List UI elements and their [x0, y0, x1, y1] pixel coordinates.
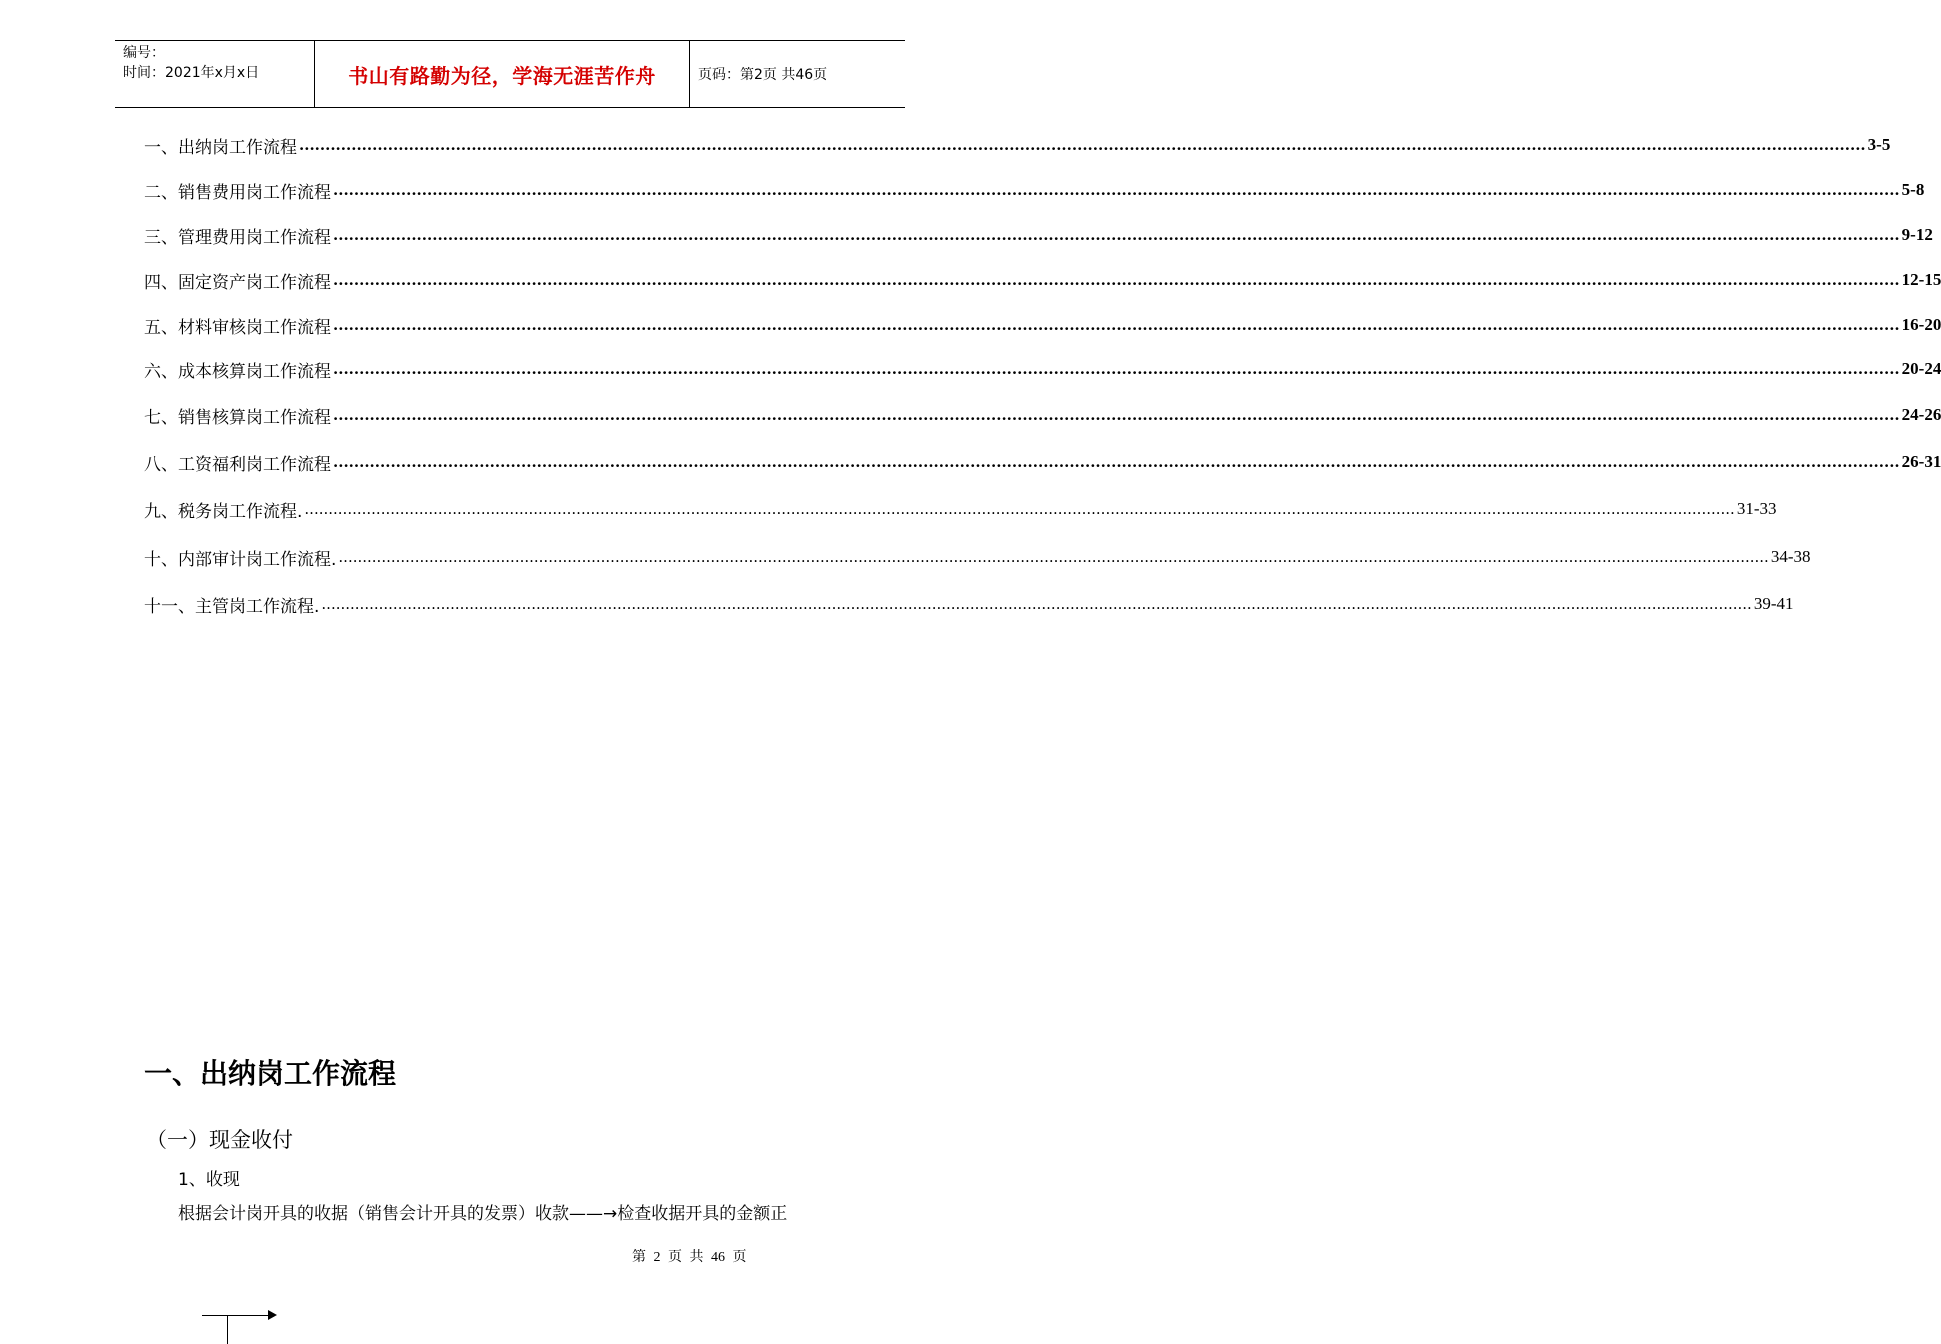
- toc-entry-title: 十一、主管岗工作流程.: [144, 596, 320, 617]
- toc-entry[interactable]: [144, 310, 1941, 340]
- header-page-info: 页码：第2页 共46页: [698, 67, 828, 83]
- toc-entry[interactable]: [144, 494, 1777, 524]
- toc-entry[interactable]: [144, 400, 1941, 430]
- body-paragraph: 根据会计岗开具的收据（销售会计开具的发票）收款——→检查收据开具的金额正: [178, 1204, 788, 1224]
- flow-vertical-line: [227, 1316, 228, 1344]
- toc-entry-pages: 16-20: [1901, 315, 1941, 334]
- toc-entry-title: 十、内部审计岗工作流程.: [144, 549, 337, 570]
- toc-dot-leader: ............................................................................................................................................................................................................................................................................................................: [304, 500, 1735, 518]
- flow-arrow-head: [268, 1310, 277, 1320]
- toc-entry-pages: 3-5: [1867, 135, 1891, 154]
- toc-entry-title: 九、税务岗工作流程.: [144, 501, 303, 522]
- toc-dot-leader: ............................................................................................................................................................................................................................................................................................................: [338, 548, 1769, 566]
- page-header: [115, 40, 905, 108]
- number-label: 编号：: [123, 45, 165, 61]
- section-title: 一、出纳岗工作流程: [144, 1057, 397, 1090]
- item-title: 1、收现: [178, 1170, 240, 1190]
- toc-entry-pages: 34-38: [1770, 547, 1811, 566]
- toc-dot-leader: ............................................................................................................................................................................................................................................................................................................: [333, 316, 1900, 334]
- page-footer: 第 2 页 共 46 页: [632, 1250, 747, 1265]
- toc-entry[interactable]: [144, 220, 1933, 250]
- flow-arrow-line: [202, 1315, 270, 1316]
- toc-dot-leader: ............................................................................................................................................................................................................................................................................................................: [333, 453, 1900, 471]
- toc-entry-title: 一、出纳岗工作流程: [144, 137, 297, 158]
- toc-entry-title: 八、工资福利岗工作流程: [144, 454, 331, 475]
- toc-entry-title: 二、销售费用岗工作流程: [144, 182, 331, 203]
- toc-entry-pages: 24-26: [1901, 405, 1941, 424]
- toc-entry[interactable]: [144, 542, 1811, 572]
- toc-dot-leader: ............................................................................................................................................................................................................................................................................................................: [299, 136, 1866, 154]
- toc-dot-leader: ............................................................................................................................................................................................................................................................................................................: [333, 226, 1900, 244]
- toc-entry[interactable]: [144, 175, 1925, 205]
- toc-entry[interactable]: [144, 265, 1941, 295]
- toc-entry-title: 六、成本核算岗工作流程: [144, 361, 331, 382]
- toc-dot-leader: ............................................................................................................................................................................................................................................................................................................: [333, 406, 1900, 424]
- toc-entry-title: 三、管理费用岗工作流程: [144, 227, 331, 248]
- toc-entry-pages: 26-31: [1901, 452, 1941, 471]
- toc-entry[interactable]: [144, 589, 1794, 619]
- toc-dot-leader: ............................................................................................................................................................................................................................................................................................................: [333, 271, 1900, 289]
- toc-dot-leader: ............................................................................................................................................................................................................................................................................................................: [333, 360, 1900, 378]
- toc-dot-leader: ............................................................................................................................................................................................................................................................................................................: [321, 595, 1752, 613]
- toc-entry-pages: 31-33: [1736, 499, 1777, 518]
- toc-entry-pages: 39-41: [1753, 594, 1794, 613]
- toc-entry[interactable]: [144, 354, 1941, 384]
- time-label: 时间：2021年x月x日: [123, 65, 260, 81]
- toc-entry-pages: 12-15: [1901, 270, 1941, 289]
- toc-entry-title: 五、材料审核岗工作流程: [144, 317, 331, 338]
- toc-entry[interactable]: [144, 447, 1941, 477]
- toc-entry-pages: 20-24: [1901, 359, 1941, 378]
- toc-entry-title: 四、固定资产岗工作流程: [144, 272, 331, 293]
- toc-entry-title: 七、销售核算岗工作流程: [144, 407, 331, 428]
- header-left-cell: [115, 41, 315, 107]
- toc-entry-pages: 9-12: [1901, 225, 1933, 244]
- toc-entry[interactable]: [144, 130, 1891, 160]
- subsection-title: （一）现金收付: [146, 1128, 293, 1152]
- toc-dot-leader: ............................................................................................................................................................................................................................................................................................................: [333, 181, 1900, 199]
- toc-entry-pages: 5-8: [1901, 180, 1925, 199]
- header-motto: 书山有路勤为径，学海无涯苦作舟: [315, 41, 690, 107]
